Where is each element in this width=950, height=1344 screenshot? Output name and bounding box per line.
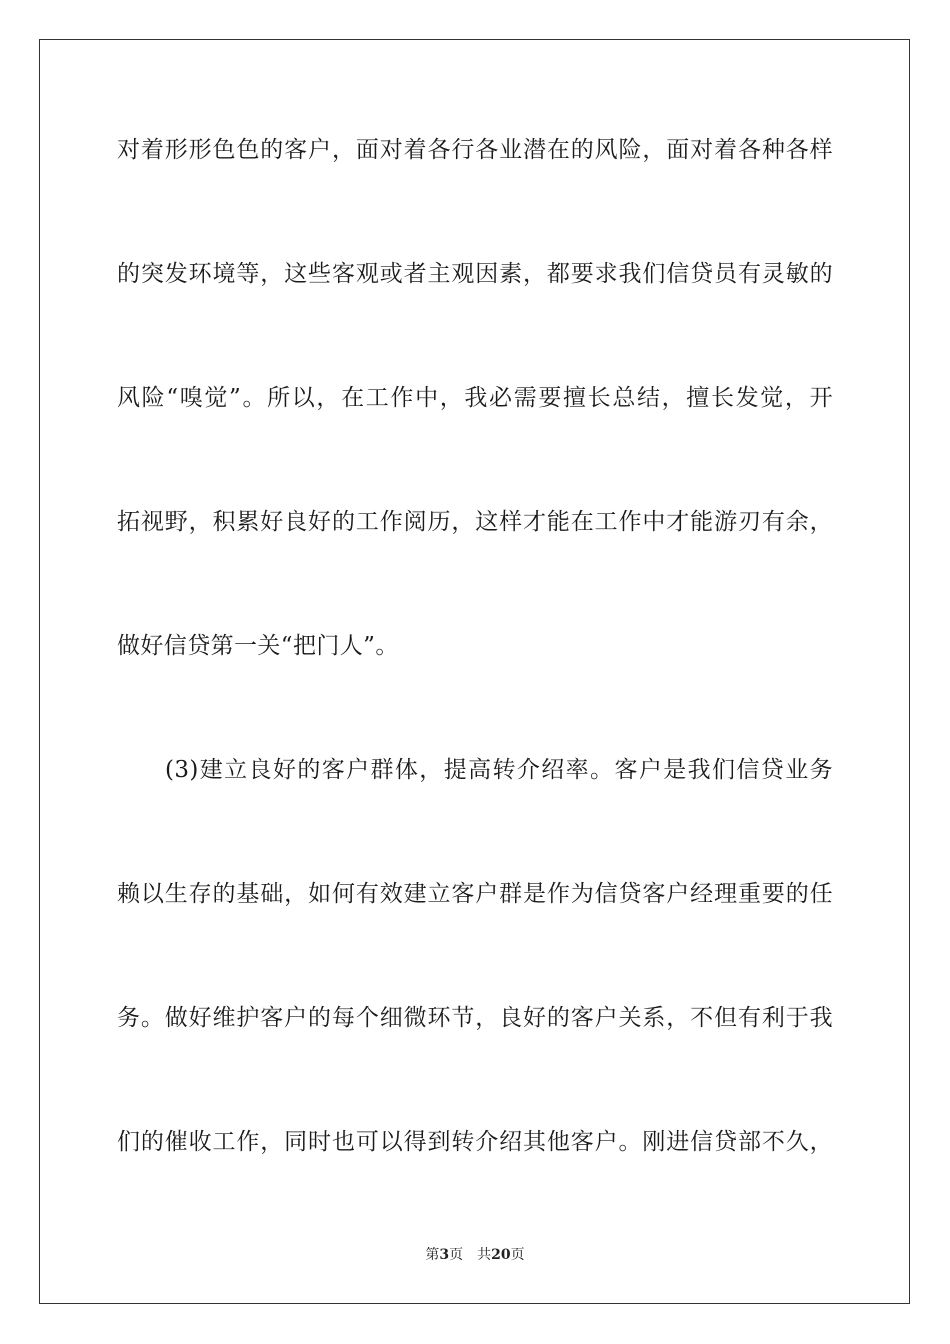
- body-text-line-3: 风险“嗅觉”。所以，在工作中，我必需要擅长总结，擅长发觉，开: [117, 385, 833, 411]
- body-text-line-1: 对着形形色色的客户，面对着各行各业潜在的风险，面对着各种各样: [117, 137, 833, 163]
- paragraph-3-first-line: (3)建立良好的客户群体，提高转介绍率。客户是我们信贷业务: [165, 757, 833, 783]
- body-text-line-2: 的突发环境等，这些客观或者主观因素，都要求我们信贷员有灵敏的: [117, 261, 833, 287]
- total-page-count: 20: [491, 1247, 511, 1263]
- body-text-line-7: 赖以生存的基础，如何有效建立客户群是作为信贷客户经理重要的任: [117, 881, 833, 907]
- current-page-number: 3: [439, 1247, 450, 1263]
- page-suffix: 页: [449, 1247, 464, 1263]
- body-text-line-5: 做好信贷第一关“把门人”。: [117, 633, 399, 659]
- total-prefix: 共: [477, 1247, 492, 1263]
- page-footer: [0, 1245, 950, 1265]
- body-text-line-9: 们的催收工作，同时也可以得到转介绍其他客户。刚进信贷部不久，: [117, 1129, 833, 1155]
- page-prefix: 第: [425, 1247, 440, 1263]
- total-suffix: 页: [510, 1247, 525, 1263]
- body-text-line-4: 拓视野，积累好良好的工作阅历，这样才能在工作中才能游刃有余，: [117, 509, 833, 535]
- page-frame: [39, 39, 910, 1304]
- body-text-line-8: 务。做好维护客户的每个细微环节，良好的客户关系，不但有利于我: [117, 1005, 833, 1031]
